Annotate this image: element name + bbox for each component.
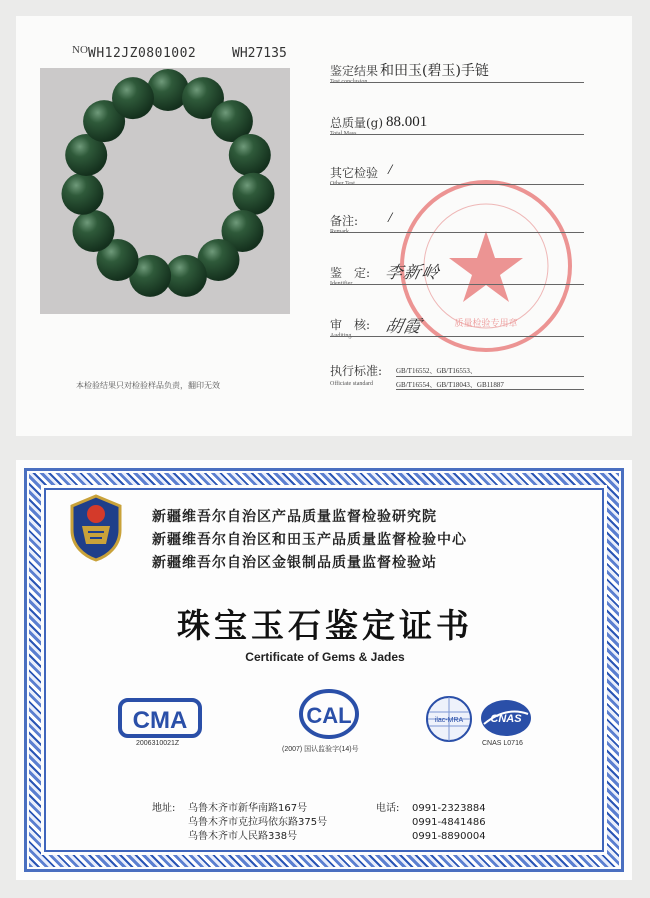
- cal-caption: (2007) 国认监验字(14)号: [282, 746, 359, 753]
- institute-name-3: 新疆维吾尔自治区金银制品质量监督检验站: [152, 555, 437, 571]
- underline: [330, 82, 584, 83]
- svg-text:质量检验专用章: 质量检验专用章: [454, 319, 518, 329]
- jade-bead: [73, 210, 115, 252]
- institute-name-2: 新疆维吾尔自治区和田玉产品质量监督检验中心: [152, 532, 467, 548]
- cma-logo-text: CMA: [132, 707, 188, 734]
- address-line: 乌鲁木齐市克拉玛依东路375号: [188, 817, 328, 828]
- identifier-label: 鉴 定:: [330, 266, 371, 280]
- number-label: NO: [72, 44, 88, 56]
- underline: [330, 284, 584, 285]
- cnas-logo-text: CNAS: [490, 713, 522, 725]
- mass-label-en: Total Mass: [330, 131, 357, 137]
- standard-value-line2: GB/T16554、GB/T18043、GB11887: [396, 381, 504, 389]
- cnas-caption: CNAS L0716: [482, 740, 523, 747]
- underline: [330, 184, 584, 185]
- standard-value-line1: GB/T16552、GB/T16553、: [396, 367, 477, 375]
- remark-value: /: [388, 210, 393, 226]
- jade-bracelet-image: [40, 68, 290, 314]
- standard-label: 执行标准:: [330, 364, 383, 378]
- auditing-signature: 胡霞: [383, 317, 424, 337]
- secondary-number: WH27135: [232, 46, 287, 61]
- underline: [330, 336, 584, 337]
- jade-bead: [62, 173, 104, 215]
- jade-bead: [147, 69, 189, 111]
- other-test-value: /: [388, 162, 393, 178]
- phone-label: 电话:: [376, 803, 400, 814]
- phone-list: [412, 802, 486, 844]
- identifier-signature: 李新岭: [383, 263, 442, 283]
- address-line: 乌鲁木齐市人民路338号: [188, 831, 298, 842]
- remark-label: 备注:: [330, 214, 359, 228]
- cma-caption: 2006310021Z: [136, 740, 180, 747]
- underline: [330, 232, 584, 233]
- standard-label-en: Officiate standard: [330, 381, 374, 387]
- cnas-logo-icon: [478, 696, 534, 740]
- phone-line: 0991-2323884: [412, 803, 486, 814]
- underline: [330, 134, 584, 135]
- cal-logo-text: CAL: [306, 703, 352, 728]
- disclaimer-text: 本检验结果只对检验样品负责，翻印无效: [76, 381, 220, 390]
- jade-bead: [229, 134, 271, 176]
- address-label: 地址:: [152, 803, 176, 814]
- certificate-title-en: Certificate of Gems & Jades: [245, 650, 405, 664]
- conclusion-label-en: Test conclusion: [330, 79, 368, 85]
- mass-label: 总质量(g): [330, 116, 384, 130]
- conclusion-value: 和田玉(碧玉)手链: [380, 63, 489, 79]
- certificate-title: 珠宝玉石鉴定证书: [177, 606, 473, 645]
- auditing-label: 审 核:: [330, 318, 371, 332]
- underline: [396, 389, 584, 390]
- phone-line: 0991-4841486: [412, 817, 486, 828]
- ilac-mra-logo-icon: [424, 694, 474, 744]
- jade-bead: [112, 77, 154, 119]
- institute-emblem-icon: [66, 492, 126, 562]
- conclusion-label: 鉴定结果: [330, 64, 379, 78]
- mass-value: 88.001: [386, 114, 428, 130]
- jade-bead: [233, 173, 275, 215]
- remark-label-en: Remark: [330, 229, 349, 235]
- cma-logo-icon: [118, 696, 202, 740]
- phone-line: 0991-8890004: [412, 831, 486, 842]
- address-line: 乌鲁木齐市新华南路167号: [188, 803, 308, 814]
- jade-bead: [165, 255, 207, 297]
- address-list: [188, 802, 327, 844]
- cal-logo-icon: [298, 688, 360, 740]
- certificate-number: WH12JZ0801002: [88, 46, 197, 61]
- ilac-logo-text: ilac-MRA: [434, 717, 464, 724]
- identifier-label-en: Identifier: [330, 281, 353, 287]
- other-test-label-en: Other Test: [330, 181, 355, 187]
- underline: [396, 376, 584, 377]
- bracelet-photo: [40, 68, 290, 314]
- other-test-label: 其它检验: [330, 166, 379, 180]
- auditing-label-en: Auditing: [330, 333, 352, 339]
- institute-name-1: 新疆维吾尔自治区产品质量监督检验研究院: [152, 509, 437, 525]
